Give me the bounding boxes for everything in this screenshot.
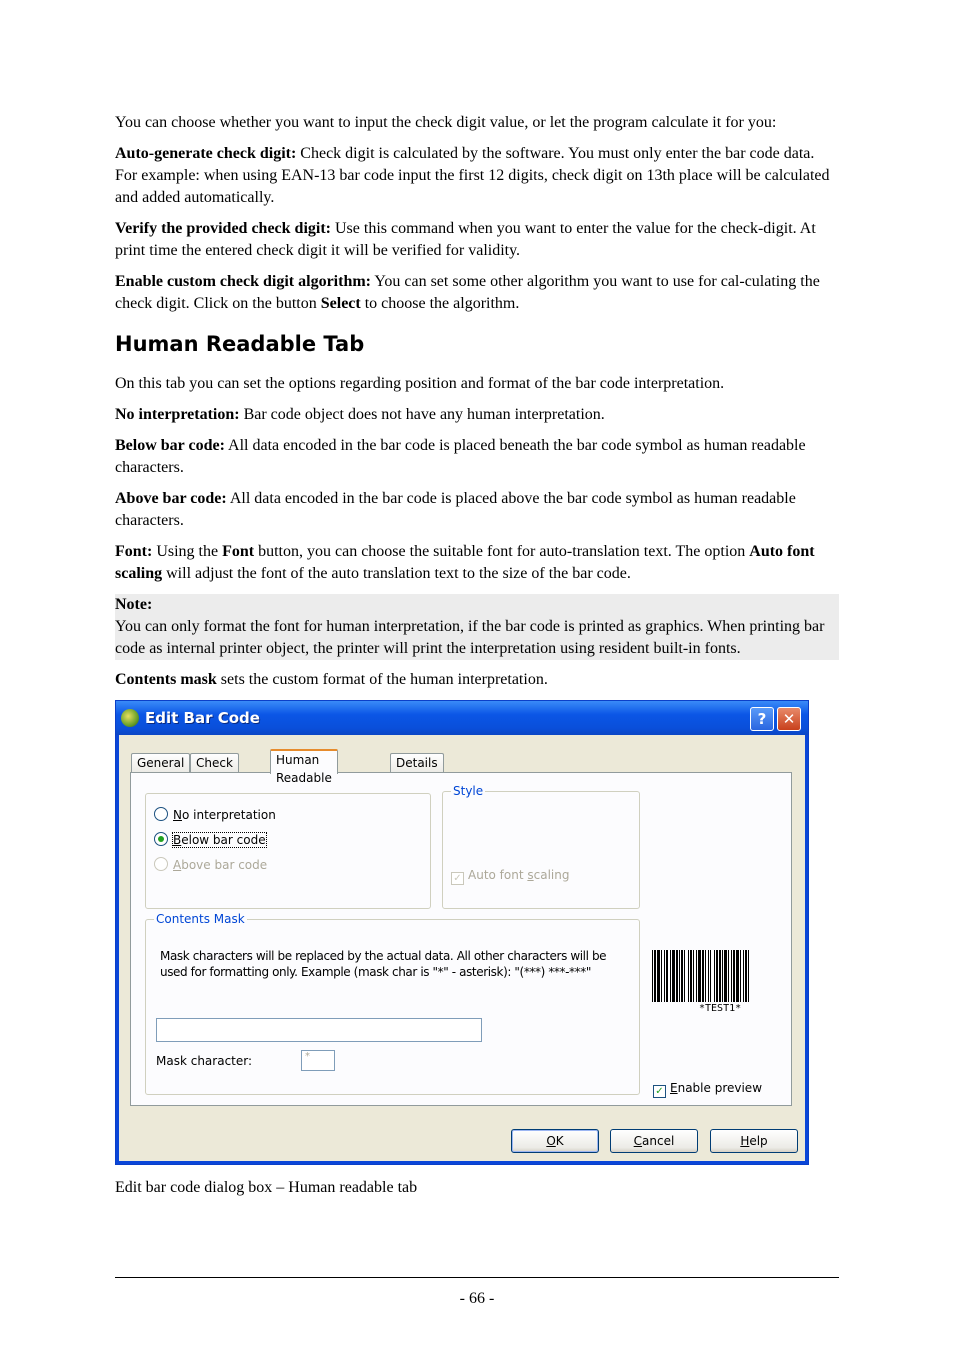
contents-mask-label: Contents Mask (156, 912, 245, 926)
cancel-button[interactable]: Cancel (610, 1129, 698, 1153)
intro-paragraph: You can choose whether you want to input the check digit value, or let the program calculate it for you: (115, 114, 777, 131)
radio-above-bar-code[interactable]: Above bar code (154, 857, 267, 872)
radio-circle-selected (154, 832, 168, 846)
mask-character-label: Mask character: (156, 1054, 253, 1068)
note-title: Note: (115, 596, 153, 613)
barcode-preview (652, 950, 792, 1002)
barcode-image (652, 950, 792, 1002)
tab-panel (130, 772, 792, 1106)
close-icon[interactable]: ✕ (777, 707, 801, 731)
below-bar-code-paragraph: Below bar code: All data encoded in the bar code is placed beneath the bar code symbol as human readable characters. (115, 437, 806, 476)
check-icon: ✓ (653, 1085, 666, 1098)
style-group (442, 784, 640, 909)
tab-intro-paragraph: On this tab you can set the options regarding position and format of the bar code interpretation. (115, 375, 725, 392)
above-bar-code-paragraph: Above bar code: All data encoded in the bar code is placed above the bar code symbol as human readable characters. (115, 490, 796, 529)
note-text: You can only format the font for human interpretation, if the bar code is printed as graphics. When printing bar code as internal printer object, the printer will print the interpretation using resident built-in fonts. (115, 618, 825, 657)
note-box (115, 594, 839, 660)
contents-mask-input[interactable] (156, 1018, 482, 1042)
page-content (115, 112, 839, 1208)
dialog-title: Edit Bar Code (145, 709, 260, 727)
titlebar-help-button[interactable]: ? (750, 707, 774, 731)
section-heading: Human Readable Tab (115, 332, 365, 356)
tab-check-digit[interactable]: Check (190, 753, 239, 772)
barcode-text: *TEST1* (699, 1003, 742, 1014)
auto-generate-paragraph: Auto-generate check digit: Check digit is calculated by the software. You must only enter the bar code data. For example: when using EAN-13 bar code input the first 12 digits, check digit on 13th place will be calculated and added automatically. (115, 145, 830, 206)
enable-preview-checkbox[interactable]: ✓ Enable preview (653, 1081, 762, 1098)
tab-human-readable[interactable]: Human Readable (270, 749, 338, 774)
check-icon: ✓ (451, 872, 464, 885)
radio-below-bar-code[interactable]: Below bar code (154, 832, 266, 847)
interpretation-group (145, 793, 431, 909)
contents-mask-group (145, 912, 640, 1095)
auto-font-scaling-checkbox[interactable]: ✓ Auto font scaling (451, 868, 569, 885)
dialog-titlebar[interactable] (116, 701, 808, 735)
style-group-label: Style (453, 784, 484, 798)
edit-bar-code-dialog (115, 700, 809, 1165)
mask-character-input[interactable]: * (301, 1050, 335, 1071)
font-paragraph: Font: Using the Font button, you can choose the suitable font for auto-translation text. The option Auto font scaling will adjust the font of the auto translation text to the size of the bar code. (115, 543, 815, 582)
radio-circle (154, 857, 168, 871)
mask-description: Mask characters will be replaced by the actual data. All other characters will be used for formatting only. Example (mask char is "*" - asterisk): "(***) ***-***" (160, 949, 607, 979)
radio-no-interpretation[interactable]: No interpretation (154, 807, 276, 822)
ok-button[interactable]: OK (511, 1129, 599, 1153)
custom-algorithm-paragraph: Enable custom check digit algorithm: You can set some other algorithm you want to use for cal-culating the check digit. Click on the button Select to choose the algorithm. (115, 273, 820, 312)
contents-mask-paragraph: Contents mask sets the custom format of the human interpretation. (115, 671, 548, 688)
verify-paragraph: Verify the provided check digit: Use this command when you want to enter the value for the check-digit. At print time the entered check digit it will be verified for validity. (115, 220, 816, 259)
app-icon (121, 709, 139, 727)
footer-divider (115, 1277, 839, 1278)
radio-circle (154, 807, 168, 821)
page-number: - 66 - (459, 1290, 495, 1307)
tab-general[interactable]: General (131, 753, 190, 772)
dialog-client (119, 735, 805, 1161)
figure-caption: Edit bar code dialog box – Human readable tab (115, 1179, 418, 1196)
no-interpretation-paragraph: No interpretation: Bar code object does not have any human interpretation. (115, 406, 605, 423)
help-button[interactable]: Help (710, 1129, 798, 1153)
tab-details[interactable]: Details (390, 753, 444, 772)
dialog-screenshot (115, 700, 809, 1165)
